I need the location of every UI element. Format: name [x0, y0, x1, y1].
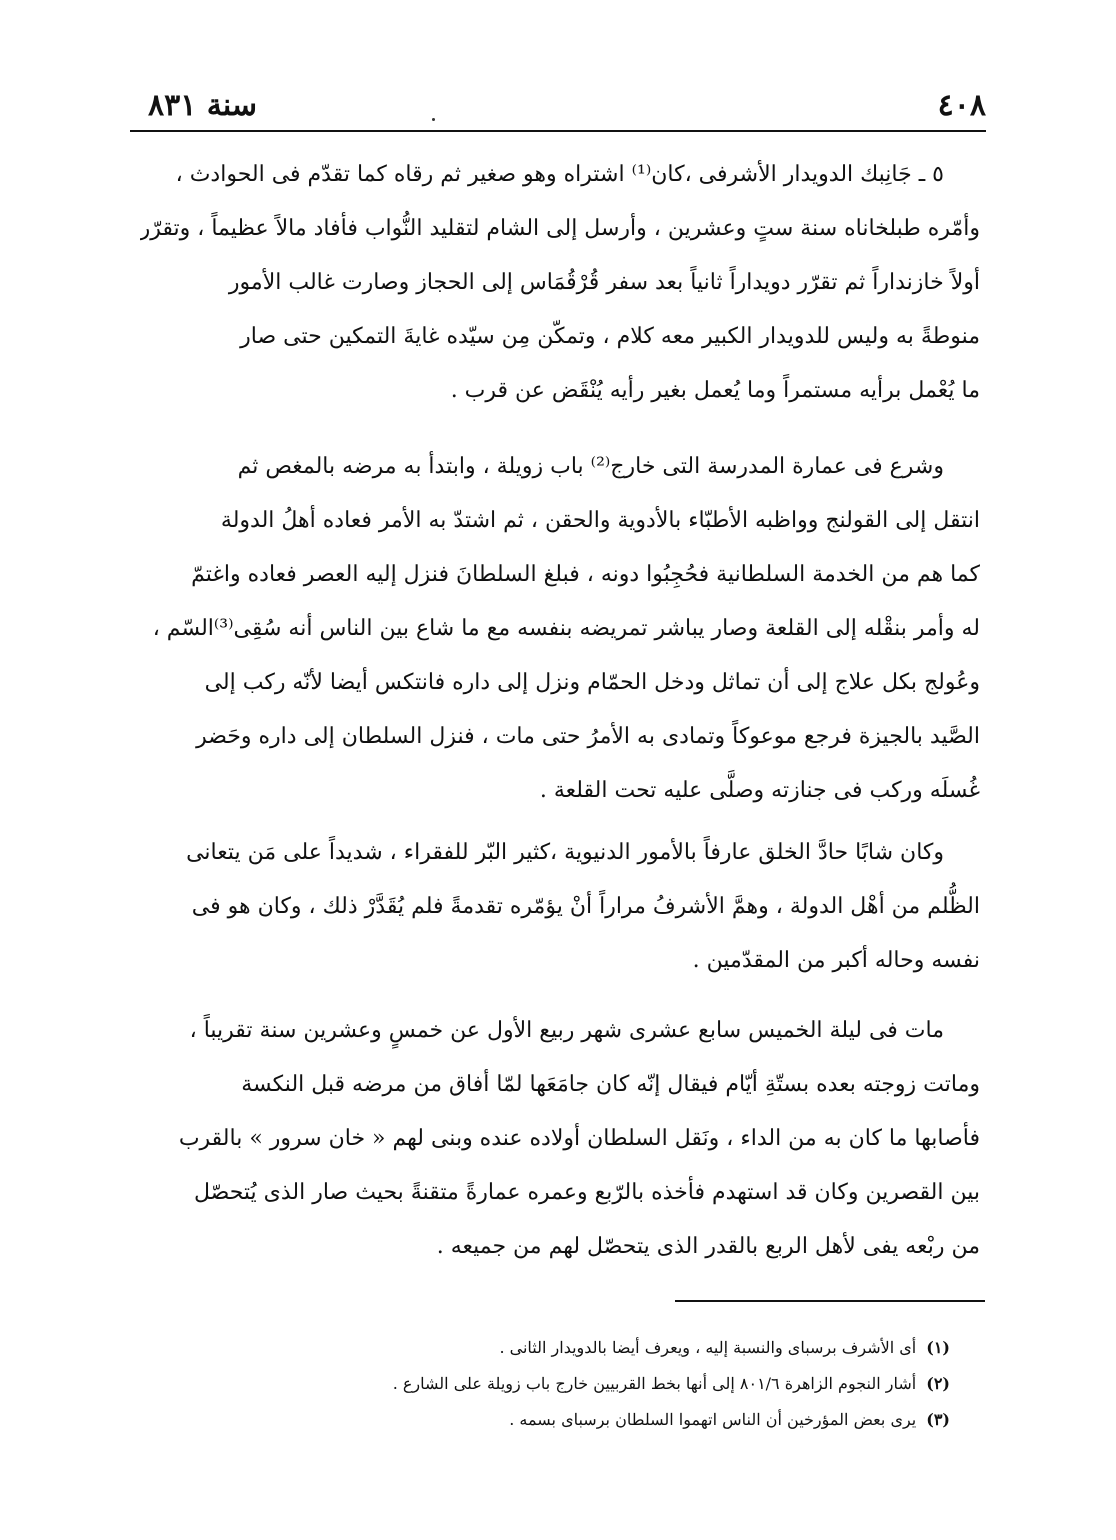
- text-line: كما هم من الخدمة السلطانية فحُجِبُوا دونه ، فبلغ السلطانَ فنزل إليه العصر فعاده واغتمّ: [191, 562, 980, 587]
- text-line: له وأمر بنقْله إلى القلعة وصار يباشر تمريضه بنفسه مع ما شاع بين الناس أنه سُقِى⁽³⁾السّم ،: [152, 616, 980, 641]
- text-line: مات فى ليلة الخميس سابع عشرى شهر ربيع الأول عن خمسٍ وعشرين سنة تقريباً ،: [189, 1018, 944, 1043]
- text-line: غُسلَه وركب فى جنازته وصلَّى عليه تحت القلعة .: [539, 778, 980, 803]
- footnote-number: (٣): [926, 1410, 950, 1429]
- paragraph-4: [140, 1004, 980, 1274]
- text-line: فأصابها ما كان به من الداء ، ونَقل السلطان أولاده عنده وبنى لهم « خان سرور » بالقرب: [178, 1126, 980, 1151]
- header-rule: [130, 130, 986, 132]
- text-line: من ربْعه يفى لأهل الربع بالقدر الذى يتحصّل لهم من جميعه .: [436, 1234, 980, 1259]
- text-line: ٥ ـ جَانِبك الدويدار الأشرفى ،كان⁽¹⁾ اشتراه وهو صغير ثم رقاه كما تقدّم فى الحوادث ،: [175, 162, 944, 187]
- page-number: ٤٠٨: [937, 88, 986, 123]
- text-line: وعُولج بكل علاج إلى أن تماثل ودخل الحمّام ونزل إلى داره فانتكس أيضا لأنّه ركب إلى: [204, 670, 980, 695]
- footnotes: [300, 1330, 950, 1438]
- text-line: منوطةً به وليس للدويدار الكبير معه كلام ، وتمكّن مِن سيّده غايةَ التمكين حتى صار: [240, 324, 980, 349]
- text-line: وكان شابًا حادَّ الخلق عارفاً بالأمور الدنيوية ،كثير البّر للفقراء ، شديداً على مَن يتعانى: [186, 840, 944, 865]
- text-line: بين القصرين وكان قد استهدم فأخذه بالرّبع وعمره عمارةً متقنةً بحيث صار الذى يُتحصّل: [193, 1180, 980, 1205]
- text-line: انتقل إلى القولنج وواظبه الأطبّاء بالأدوية والحقن ، ثم اشتدّ به الأمر فعاده أهلُ الدولة: [220, 508, 980, 533]
- text-line: وأمّره طبلخاناه سنة ستٍ وعشرين ، وأرسل إلى الشام لتقليد النُّواب فأفاد مالاً عظيماً ، وتقرّر: [140, 216, 980, 241]
- paragraph-1: [140, 148, 980, 418]
- text-line: وماتت زوجته بعده بستّةِ أيّام فيقال إنّه كان جامَعَها لمّا أفاق من مرضه قبل النكسة: [241, 1072, 980, 1097]
- footnote: [300, 1330, 950, 1366]
- text-line: وشرع فى عمارة المدرسة التى خارج⁽²⁾ باب زويلة ، وابتدأ به مرضه بالمغص ثم: [237, 454, 944, 479]
- header-dot: [432, 118, 435, 121]
- footnote: [300, 1366, 950, 1402]
- text-line: الصَّيد بالجيزة فرجع موعوكاً وتمادى به الأمرُ حتى مات ، فنزل السلطان إلى داره وحَضر: [196, 724, 980, 749]
- page-header: [130, 88, 986, 124]
- text-line: ما يُعْمل برأيه مستمراً وما يُعمل بغير رأيه يُنْقَض عن قرب .: [450, 378, 980, 403]
- paragraph-3: [140, 826, 980, 988]
- running-head: سنة ٨٣١: [148, 88, 258, 123]
- text-line: نفسه وحاله أكبر من المقدّمين .: [692, 948, 980, 973]
- footnote-text: يرى بعض المؤرخين أن الناس اتهموا السلطان برسباى بسمه .: [509, 1410, 917, 1429]
- text-line: أولاً خازنداراً ثم تقرّر دويداراً ثانياً بعد سفر قُرْقُمَاس إلى الحجاز وصارت غالب الأمور: [228, 270, 980, 295]
- paragraph-2: [140, 440, 980, 818]
- footnote-text: أشار النجوم الزاهرة ٨٠١/٦ إلى أنها بخط القربيين خارج باب زويلة على الشارع .: [392, 1374, 917, 1393]
- text-line: الظُّلم من أهْل الدولة ، وهمَّ الأشرفُ مراراً أنْ يؤمّره تقدمةً فلم يُقَدَّرْ ذلك ، وكان هو فى: [191, 894, 980, 919]
- footnote-number: (١): [926, 1338, 950, 1357]
- footnote-text: أى الأشرف برسباى والنسبة إليه ، ويعرف أيضا بالدويدار الثانى .: [499, 1338, 917, 1357]
- footnote-rule: [675, 1300, 985, 1302]
- footnote-number: (٢): [926, 1374, 950, 1393]
- footnote: [300, 1402, 950, 1438]
